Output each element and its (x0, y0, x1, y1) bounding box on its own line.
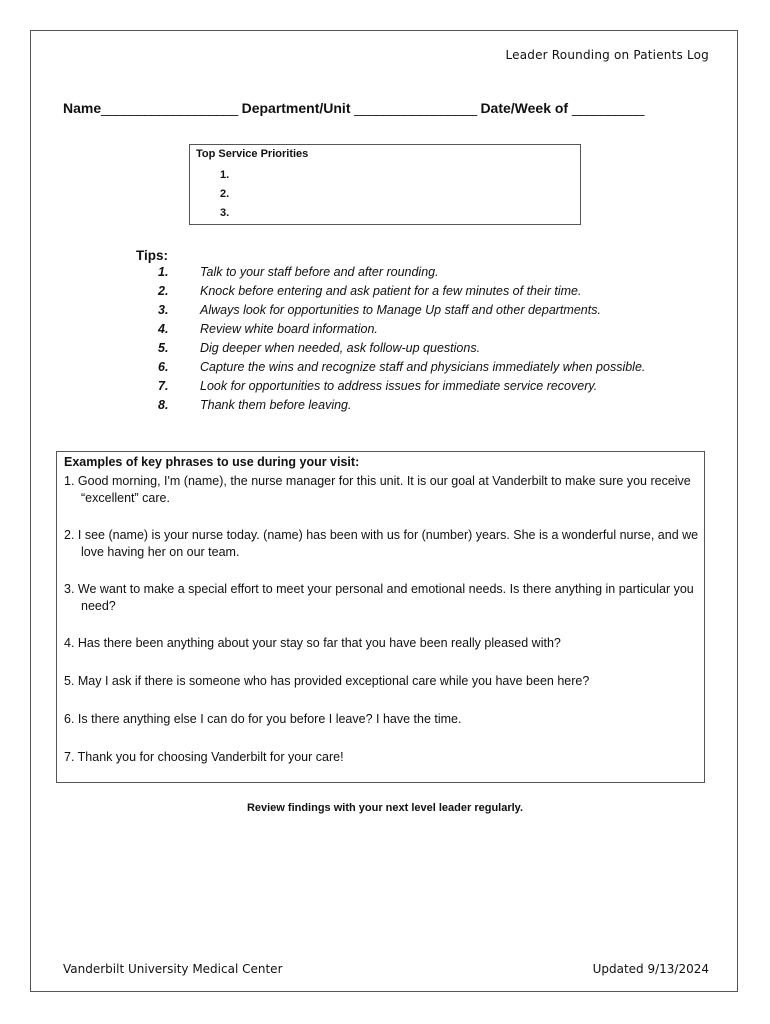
department-label: Department/Unit (241, 100, 351, 116)
tip-text: Review white board information. (200, 322, 378, 336)
priority-item-3: 3. (220, 207, 230, 219)
phrase-item-2: 2. I see (name) is your nurse today. (name) has been with us for (number) years. She is a wonderful nurse, and we love having her on our team. (64, 528, 699, 559)
phrase-item-1: 1. Good morning, I'm (name), the nurse manager for this unit. It is our goal at Vanderbilt to make sure you receive “excellent” care. (64, 474, 691, 505)
footer-organization: Vanderbilt University Medical Center (63, 962, 283, 976)
priority-item-1: 1. (220, 169, 230, 181)
name-blank[interactable]: ___________________ (101, 100, 238, 116)
review-note: Review findings with your next level leader regularly. (246, 802, 524, 814)
tip-number: 8. (158, 398, 169, 412)
document-title: Leader Rounding on Patients Log (505, 48, 709, 62)
priority-item-2: 2. (220, 188, 230, 200)
top-service-priorities-box (189, 144, 581, 225)
tip-number: 1. (158, 265, 169, 279)
phrase-item-3: 3. We want to make a special effort to meet your personal and emotional needs. Is there anything in particular you need? (64, 582, 694, 613)
tip-text: Dig deeper when needed, ask follow-up questions. (200, 341, 481, 355)
phrase-item-6: 6. Is there anything else I can do for you before I leave? I have the time. (64, 712, 462, 726)
tip-text: Look for opportunities to address issues for immediate service recovery. (200, 379, 598, 393)
header-fields (63, 100, 708, 116)
tips-label: Tips: (136, 248, 169, 263)
name-label: Name (63, 100, 102, 116)
phrase-item-4: 4. Has there been anything about your stay so far that you have been really pleased with? (64, 636, 561, 650)
tip-number: 7. (158, 379, 169, 393)
tip-number: 5. (158, 341, 169, 355)
tip-text: Talk to your staff before and after rounding. (200, 265, 439, 279)
tip-text: Thank them before leaving. (200, 398, 352, 412)
tip-text: Always look for opportunities to Manage Up staff and other departments. (200, 303, 601, 317)
tip-text: Knock before entering and ask patient for a few minutes of their time. (200, 284, 582, 298)
tip-number: 4. (158, 322, 169, 336)
date-blank[interactable]: __________ (572, 100, 644, 116)
tip-number: 2. (158, 284, 169, 298)
tip-text: Capture the wins and recognize staff and physicians immediately when possible. (200, 360, 646, 374)
phrase-item-5: 5. May I ask if there is someone who has provided exceptional care while you have been here? (64, 674, 590, 688)
key-phrases-box (56, 451, 705, 783)
tip-number: 3. (158, 303, 169, 317)
tip-number: 6. (158, 360, 169, 374)
date-label: Date/Week of (480, 100, 569, 116)
priorities-title: Top Service Priorities (196, 148, 309, 160)
footer-updated-date: Updated 9/13/2024 (592, 962, 709, 976)
phrases-title: Examples of key phrases to use during your visit: (64, 455, 360, 469)
department-blank[interactable]: _________________ (354, 100, 477, 116)
phrase-item-7: 7. Thank you for choosing Vanderbilt for your care! (64, 750, 344, 764)
